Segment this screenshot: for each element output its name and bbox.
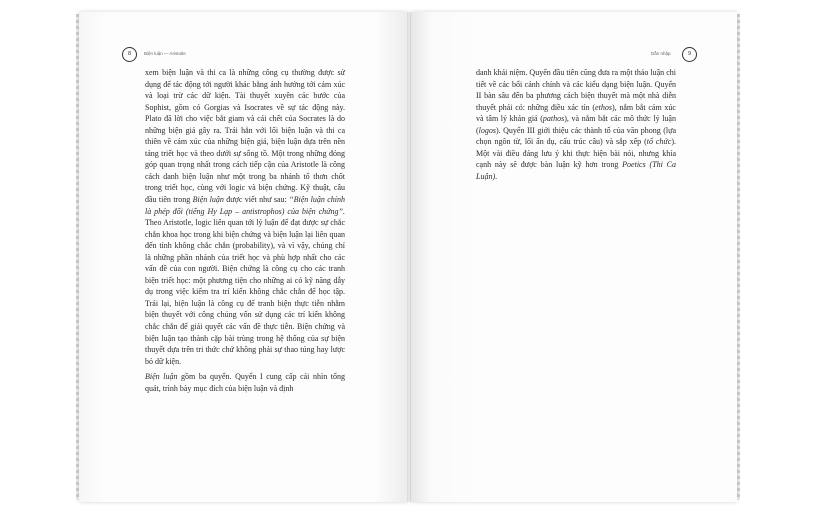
italic-run: Biện luận bbox=[145, 372, 178, 382]
text-run: ). Một vài điều đáng lưu ý khi thực hiện bài nói, nhưng khía cạnh này sẽ được bàn luận kỹ hơn trong bbox=[476, 137, 677, 170]
left-page bbox=[79, 12, 408, 502]
text-run: ). Quyển III giới thiệu các thành tố của văn phong (lựa chọn ngôn từ, lối ẩn dụ, cấu trúc câu) và sắp xếp ( bbox=[476, 125, 676, 147]
right-page bbox=[411, 12, 737, 502]
page-stack-edge-right bbox=[737, 14, 740, 500]
italic-run: Biện luận bbox=[192, 195, 224, 205]
paragraph bbox=[476, 67, 676, 182]
running-head: Biện luận — Aristotle bbox=[144, 51, 186, 56]
italic-run: tổ chức bbox=[646, 137, 672, 147]
text-run: danh khái niệm. Quyển đầu tiên cũng đưa ra một thảo luận chi tiết về các bối cảnh chính và các kiểu dạng biện luận. Quyển II bàn sâu đến ba phương cách biện thuyết mà một nhà diễn thuyết phải có: những điều xác tín ( bbox=[476, 68, 676, 112]
paragraph bbox=[145, 371, 345, 394]
body-text bbox=[476, 67, 676, 182]
running-head: Dẫn nhập bbox=[651, 51, 671, 56]
text-run: được viết như sau: bbox=[223, 195, 290, 205]
text-run: xem biện luận và thi ca là những công cụ thường được sử dụng để tác động tới người khác bằng ảnh hưởng tới cảm xúc và loại trừ các dữ kiện. Tài thuyết xuyên các bước của Sophist, gồm có Gorgias và Isocrates về sự tác động này. Plato đã lời cho việc bắt giam và cái chết của Socrates là do những biện giả gây ra. Trái hẳn với lối biện luận và thi ca thiên về cảm xúc của những biện giả, biện luận dựa trên nền tảng triết học và theo dưới sự sống tồ. Một trong những đóng góp quan trọng nhất trong cách tiếp cận của Aristotle là công cách danh biện luận như một trong ba nhánh tổ thơn chốt trong triết học, cùng với logic và biện chứng. Kỹ thuật, câu đầu tiên trong bbox=[145, 68, 345, 205]
italic-run: logos bbox=[478, 125, 497, 135]
text-run: . bbox=[495, 171, 498, 181]
text-run: ), và nắm bắt các mô thức lý luận ( bbox=[476, 114, 676, 135]
text-run: Theo Aristotle, logic liên quan tới lý luận để đạt được sự chắc chắn khoa học trong khi biện chứng và biện luận lại liên quan đến tính không chắc chắn (probability), và vì vậy, chúng chỉ là những phần nhánh của triết học và phù hợp nhất cho các vấn đề của con người. Biện chứng là công cụ cho các tranh biện triết học: một phương tiện cho những ai có kỹ năng dẫy dụ trong việc kiểm tra trí kiến không chắc chắn để học tập. Trái lại, biện luận là công cụ để tranh biện thực tiễn nhằm biện thuyết với công chúng vốn sử dụng các trí kiến không chắc chắn để giải quyết các vấn đề thực tiễn. Biện chứng và biện luận tạo thành cặp bài trùng trong hệ thống của sự biện thuyết dựa trên tri thức chứ không phải sự thao túng hay lược bỏ dữ kiện. bbox=[145, 218, 345, 366]
text-run: gồm ba quyển. Quyển I cung cấp cái nhìn tổng quát, trình bày mục đích của biện luận và định bbox=[145, 372, 345, 393]
page-number: 9 bbox=[682, 47, 697, 62]
italic-run: “Biện luận chính là phép đối (tiếng Hy Lạp – antistrophos) của biện chứng”. bbox=[145, 195, 346, 216]
paragraph bbox=[145, 67, 345, 367]
text-run: ), nắm bắt cảm xúc và tâm lý khán giả ( bbox=[476, 102, 676, 124]
body-text bbox=[145, 67, 345, 394]
page-number: 8 bbox=[122, 47, 137, 62]
italic-run: Poetics (Thi Ca Luận) bbox=[476, 160, 677, 181]
italic-run: pathos bbox=[542, 114, 565, 124]
italic-run: ethos bbox=[595, 102, 612, 112]
